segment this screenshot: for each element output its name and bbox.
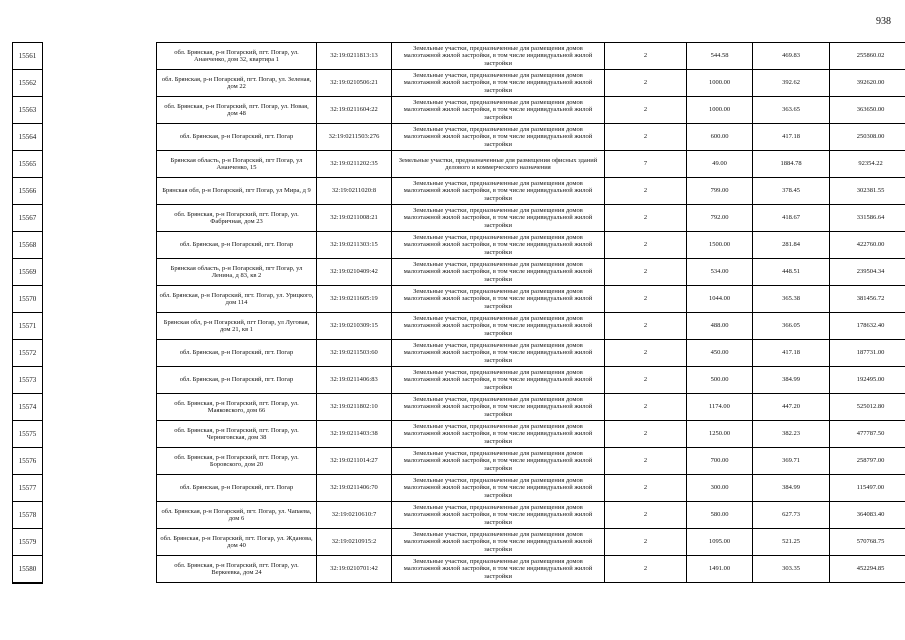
cadastral-value-cell: 452294.85 <box>830 556 905 583</box>
address-cell: обл. Брянская, р-н Погарский, пгт. Погар, ул. Боровского, дом 20 <box>157 448 317 475</box>
area-cell: 1491.00 <box>687 556 753 583</box>
cadastral-number-cell: 32:19:0210506:21 <box>317 70 392 97</box>
cadastral-number-cell: 32:19:0211503:60 <box>317 340 392 367</box>
table-row <box>157 394 905 421</box>
address-cell: обл. Брянская, р-н Погарский, пгт. Погар, ул. Черниговская, дом 38 <box>157 421 317 448</box>
area-cell: 1044.00 <box>687 286 753 313</box>
row-number-column <box>12 42 43 584</box>
address-cell: Брянская область, р-н Погарский, пгт Погар, ул Ленина, д 83, кв 2 <box>157 259 317 286</box>
cadastral-number-cell: 32:19:0211813:13 <box>317 43 392 70</box>
row-number: 15567 <box>13 205 42 232</box>
land-use-cell: Земельные участки, предназначенные для размещения домов малоэтажной жилой застройки, в том числе индивидуальной жилой застройки <box>392 70 605 97</box>
address-cell: обл. Брянская, р-н Погарский, пгт. Погар, ул. Жданова, дом 40 <box>157 529 317 556</box>
land-use-cell: Земельные участки, предназначенные для размещения домов малоэтажной жилой застройки, в том числе индивидуальной жилой застройки <box>392 421 605 448</box>
cadastral-value-cell: 192495.00 <box>830 367 905 394</box>
area-cell: 600.00 <box>687 124 753 151</box>
area-cell: 1174.00 <box>687 394 753 421</box>
row-number: 15568 <box>13 232 42 259</box>
specific-value-cell: 1884.78 <box>753 151 830 178</box>
cadastral-number-cell: 32:19:0211020:8 <box>317 178 392 205</box>
group-cell: 2 <box>605 259 687 286</box>
area-cell: 1000.00 <box>687 70 753 97</box>
row-number: 15574 <box>13 394 42 421</box>
address-cell: обл. Брянская, р-н Погарский, пгт. Погар, ул. Новая, дом 48 <box>157 97 317 124</box>
row-number: 15563 <box>13 97 42 124</box>
cadastral-number-cell: 32:19:0211014:27 <box>317 448 392 475</box>
specific-value-cell: 281.84 <box>753 232 830 259</box>
cadastral-number-cell: 32:19:0211406:70 <box>317 475 392 502</box>
table-row <box>157 367 905 394</box>
land-use-cell: Земельные участки, предназначенные для размещения офисных зданий делового и коммерческого назначения <box>392 151 605 178</box>
table-row <box>157 475 905 502</box>
area-cell: 49.00 <box>687 151 753 178</box>
group-cell: 2 <box>605 556 687 583</box>
cadastral-number-cell: 32:19:0211008:21 <box>317 205 392 232</box>
table-row <box>157 97 905 124</box>
specific-value-cell: 365.38 <box>753 286 830 313</box>
cadastral-number-cell: 32:19:0210409:42 <box>317 259 392 286</box>
cadastral-value-cell: 363650.00 <box>830 97 905 124</box>
address-cell: обл. Брянская, р-н Погарский, пгт. Погар, ул. Фабричная, дом 23 <box>157 205 317 232</box>
land-use-cell: Земельные участки, предназначенные для размещения домов малоэтажной жилой застройки, в том числе индивидуальной жилой застройки <box>392 313 605 340</box>
cadastral-value-cell: 422760.00 <box>830 232 905 259</box>
land-use-cell: Земельные участки, предназначенные для размещения домов малоэтажной жилой застройки, в том числе индивидуальной жилой застройки <box>392 340 605 367</box>
area-cell: 500.00 <box>687 367 753 394</box>
cadastral-value-cell: 255860.02 <box>830 43 905 70</box>
group-cell: 2 <box>605 124 687 151</box>
group-cell: 2 <box>605 421 687 448</box>
table-row <box>157 70 905 97</box>
address-cell: обл. Брянская, р-н Погарский, пгт. Погар, ул. Зеленая, дом 22 <box>157 70 317 97</box>
table-row <box>157 340 905 367</box>
area-cell: 1500.00 <box>687 232 753 259</box>
row-number: 15570 <box>13 286 42 313</box>
area-cell: 792.00 <box>687 205 753 232</box>
area-cell: 580.00 <box>687 502 753 529</box>
land-use-cell: Земельные участки, предназначенные для размещения домов малоэтажной жилой застройки, в том числе индивидуальной жилой застройки <box>392 178 605 205</box>
area-cell: 488.00 <box>687 313 753 340</box>
cadastral-number-cell: 32:19:0211503:276 <box>317 124 392 151</box>
land-use-cell: Земельные участки, предназначенные для размещения домов малоэтажной жилой застройки, в том числе индивидуальной жилой застройки <box>392 502 605 529</box>
group-cell: 2 <box>605 97 687 124</box>
row-number: 15578 <box>13 502 42 529</box>
row-number: 15566 <box>13 178 42 205</box>
cadastral-value-cell: 525012.80 <box>830 394 905 421</box>
area-cell: 534.00 <box>687 259 753 286</box>
address-cell: обл. Брянская, р-н Погарский, пгт. Погар, ул. Веркеевка, дом 24 <box>157 556 317 583</box>
group-cell: 2 <box>605 205 687 232</box>
cadastral-value-cell: 239504.34 <box>830 259 905 286</box>
table-row <box>157 556 905 583</box>
area-cell: 700.00 <box>687 448 753 475</box>
address-cell: обл. Брянская, р-н Погарский, пгт. Погар <box>157 232 317 259</box>
group-cell: 2 <box>605 232 687 259</box>
cadastral-value-cell: 477787.50 <box>830 421 905 448</box>
table-row <box>157 124 905 151</box>
area-cell: 544.58 <box>687 43 753 70</box>
land-use-cell: Земельные участки, предназначенные для размещения домов малоэтажной жилой застройки, в том числе индивидуальной жилой застройки <box>392 43 605 70</box>
table-row <box>157 151 905 178</box>
cadastral-value-cell: 302381.55 <box>830 178 905 205</box>
row-number: 15579 <box>13 529 42 556</box>
land-use-cell: Земельные участки, предназначенные для размещения домов малоэтажной жилой застройки, в том числе индивидуальной жилой застройки <box>392 205 605 232</box>
address-cell: Брянская обл, р-н Погарский, пгт Погар, ул Мира, д 9 <box>157 178 317 205</box>
group-cell: 2 <box>605 43 687 70</box>
specific-value-cell: 448.51 <box>753 259 830 286</box>
row-number: 15576 <box>13 448 42 475</box>
land-use-cell: Земельные участки, предназначенные для размещения домов малоэтажной жилой застройки, в том числе индивидуальной жилой застройки <box>392 97 605 124</box>
address-cell: Брянская обл, р-н Погарский, пгт Погар, ул Луговая, дом 21, кв 1 <box>157 313 317 340</box>
address-cell: обл. Брянская, р-н Погарский, пгт. Погар, ул. Чапаева, дом 6 <box>157 502 317 529</box>
table-row <box>157 178 905 205</box>
cadastral-number-cell: 32:19:0211403:38 <box>317 421 392 448</box>
table-row <box>157 232 905 259</box>
specific-value-cell: 382.23 <box>753 421 830 448</box>
address-cell: обл. Брянская, р-н Погарский, пгт. Погар <box>157 367 317 394</box>
table-row <box>157 502 905 529</box>
land-use-cell: Земельные участки, предназначенные для размещения домов малоэтажной жилой застройки, в том числе индивидуальной жилой застройки <box>392 259 605 286</box>
cadastral-number-cell: 32:19:0211202:35 <box>317 151 392 178</box>
address-cell: обл. Брянская, р-н Погарский, пгт. Погар, ул. Ананченко, дом 32, квартира 1 <box>157 43 317 70</box>
cadastral-value-cell: 115497.00 <box>830 475 905 502</box>
table-row <box>157 259 905 286</box>
cadastral-number-cell: 32:19:0210915:2 <box>317 529 392 556</box>
cadastral-number-cell: 32:19:0210610:7 <box>317 502 392 529</box>
group-cell: 2 <box>605 448 687 475</box>
address-cell: обл. Брянская, р-н Погарский, пгт. Погар <box>157 340 317 367</box>
specific-value-cell: 627.73 <box>753 502 830 529</box>
land-registry-table <box>156 42 905 583</box>
specific-value-cell: 521.25 <box>753 529 830 556</box>
table-row <box>157 448 905 475</box>
row-number: 15565 <box>13 151 42 178</box>
cadastral-value-cell: 331586.64 <box>830 205 905 232</box>
cadastral-number-cell: 32:19:0211604:22 <box>317 97 392 124</box>
area-cell: 1000.00 <box>687 97 753 124</box>
specific-value-cell: 469.83 <box>753 43 830 70</box>
cadastral-number-cell: 32:19:0210701:42 <box>317 556 392 583</box>
group-cell: 2 <box>605 475 687 502</box>
specific-value-cell: 447.20 <box>753 394 830 421</box>
row-number: 15575 <box>13 421 42 448</box>
group-cell: 2 <box>605 367 687 394</box>
row-number: 15573 <box>13 367 42 394</box>
specific-value-cell: 417.18 <box>753 340 830 367</box>
cadastral-number-cell: 32:19:0211802:10 <box>317 394 392 421</box>
specific-value-cell: 303.35 <box>753 556 830 583</box>
area-cell: 1095.00 <box>687 529 753 556</box>
address-cell: обл. Брянская, р-н Погарский, пгт. Погар <box>157 475 317 502</box>
table-row <box>157 529 905 556</box>
cadastral-number-cell: 32:19:0211605:19 <box>317 286 392 313</box>
address-cell: обл. Брянская, р-н Погарский, пгт. Погар, ул. Маяковского, дом 66 <box>157 394 317 421</box>
cadastral-value-cell: 178632.40 <box>830 313 905 340</box>
cadastral-number-cell: 32:19:0210309:15 <box>317 313 392 340</box>
land-use-cell: Земельные участки, предназначенные для размещения домов малоэтажной жилой застройки, в том числе индивидуальной жилой застройки <box>392 529 605 556</box>
table-row <box>157 421 905 448</box>
specific-value-cell: 369.71 <box>753 448 830 475</box>
specific-value-cell: 363.65 <box>753 97 830 124</box>
specific-value-cell: 366.05 <box>753 313 830 340</box>
address-cell: обл. Брянская, р-н Погарский, пгт. Погар <box>157 124 317 151</box>
cadastral-value-cell: 92354.22 <box>830 151 905 178</box>
specific-value-cell: 384.99 <box>753 367 830 394</box>
table-row <box>157 286 905 313</box>
row-number: 15580 <box>13 556 42 583</box>
table-row <box>157 205 905 232</box>
address-cell: обл. Брянская, р-н Погарский, пгт. Погар, ул. Урицкого, дом 114 <box>157 286 317 313</box>
cadastral-value-cell: 250308.00 <box>830 124 905 151</box>
row-number: 15571 <box>13 313 42 340</box>
land-use-cell: Земельные участки, предназначенные для размещения домов малоэтажной жилой застройки, в том числе индивидуальной жилой застройки <box>392 124 605 151</box>
specific-value-cell: 418.67 <box>753 205 830 232</box>
land-use-cell: Земельные участки, предназначенные для размещения домов малоэтажной жилой застройки, в том числе индивидуальной жилой застройки <box>392 394 605 421</box>
group-cell: 2 <box>605 394 687 421</box>
cadastral-value-cell: 392620.00 <box>830 70 905 97</box>
group-cell: 2 <box>605 340 687 367</box>
cadastral-value-cell: 381456.72 <box>830 286 905 313</box>
address-cell: Брянская область, р-н Погарский, пгт Погар, ул Ананченко, 15 <box>157 151 317 178</box>
group-cell: 2 <box>605 70 687 97</box>
land-use-cell: Земельные участки, предназначенные для размещения домов малоэтажной жилой застройки, в том числе индивидуальной жилой застройки <box>392 286 605 313</box>
row-number: 15569 <box>13 259 42 286</box>
group-cell: 7 <box>605 151 687 178</box>
group-cell: 2 <box>605 178 687 205</box>
cadastral-value-cell: 187731.00 <box>830 340 905 367</box>
land-use-cell: Земельные участки, предназначенные для размещения домов малоэтажной жилой застройки, в том числе индивидуальной жилой застройки <box>392 367 605 394</box>
specific-value-cell: 417.18 <box>753 124 830 151</box>
land-use-cell: Земельные участки, предназначенные для размещения домов малоэтажной жилой застройки, в том числе индивидуальной жилой застройки <box>392 448 605 475</box>
group-cell: 2 <box>605 313 687 340</box>
table-row <box>157 43 905 70</box>
land-use-cell: Земельные участки, предназначенные для размещения домов малоэтажной жилой застройки, в том числе индивидуальной жилой застройки <box>392 475 605 502</box>
row-number: 15562 <box>13 70 42 97</box>
row-number: 15577 <box>13 475 42 502</box>
cadastral-value-cell: 258797.00 <box>830 448 905 475</box>
area-cell: 450.00 <box>687 340 753 367</box>
row-number: 15564 <box>13 124 42 151</box>
specific-value-cell: 384.99 <box>753 475 830 502</box>
cadastral-value-cell: 570768.75 <box>830 529 905 556</box>
land-use-cell: Земельные участки, предназначенные для размещения домов малоэтажной жилой застройки, в том числе индивидуальной жилой застройки <box>392 556 605 583</box>
group-cell: 2 <box>605 286 687 313</box>
group-cell: 2 <box>605 529 687 556</box>
row-number: 15572 <box>13 340 42 367</box>
area-cell: 799.00 <box>687 178 753 205</box>
page-number: 938 <box>876 16 891 27</box>
land-use-cell: Земельные участки, предназначенные для размещения домов малоэтажной жилой застройки, в том числе индивидуальной жилой застройки <box>392 232 605 259</box>
area-cell: 1250.00 <box>687 421 753 448</box>
cadastral-number-cell: 32:19:0211303:15 <box>317 232 392 259</box>
area-cell: 300.00 <box>687 475 753 502</box>
group-cell: 2 <box>605 502 687 529</box>
row-number: 15561 <box>13 43 42 70</box>
specific-value-cell: 378.45 <box>753 178 830 205</box>
cadastral-number-cell: 32:19:0211406:83 <box>317 367 392 394</box>
cadastral-value-cell: 364083.40 <box>830 502 905 529</box>
table-row <box>157 313 905 340</box>
specific-value-cell: 392.62 <box>753 70 830 97</box>
